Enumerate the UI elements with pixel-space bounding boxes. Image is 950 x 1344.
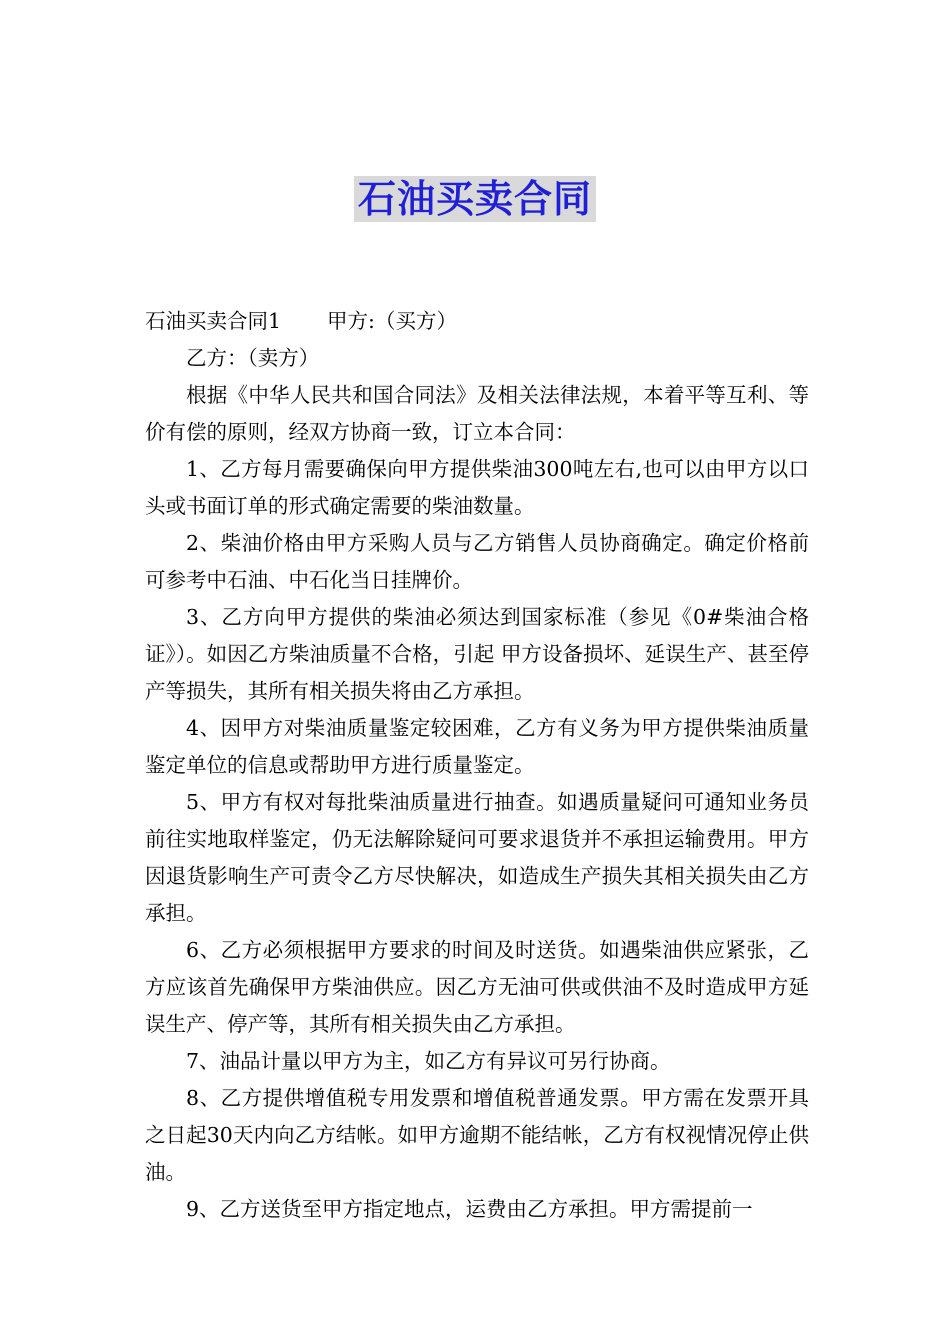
party-a-label: 甲方:（买方） [327,309,457,333]
party-b-label: 乙方：（卖方） [186,346,320,370]
preamble-paragraph: 根据《中华人民共和国合同法》及相关法律法规，本着平等互利、等价有偿的原则，经双方协商一致，订立本合同： [145,383,809,444]
document-body [145,303,809,1228]
clause-3: 3、乙方向甲方提供的柴油必须达到国家标准（参见《0#柴油合格证》）。如因乙方柴油质量不合格，引起 甲方设备损坏、延误生产、甚至停产等损失，其所有相关损失将由乙方承担。 [145,605,809,703]
clause-2: 2、柴油价格由甲方采购人员与乙方销售人员协商确定。确定价格前可参考中石油、中石化当日挂牌价。 [145,531,809,592]
clause-9: 9、乙方送货至甲方指定地点，运费由乙方承担。甲方需提前一 [186,1197,753,1221]
clause-1: 1、乙方每月需要确保向甲方提供柴油300吨左右,也可以由甲方以口头或书面订单的形式确定需要的柴油数量。 [145,457,809,518]
clause-5: 5、甲方有权对每批柴油质量进行抽查。如遇质量疑问可通知业务员前往实地取样鉴定，仍无法解除疑问可要求退货并不承担运输费用。甲方因退货影响生产可责令乙方尽快解决，如造成生产损失其相关损失由乙方承担。 [145,790,809,925]
intro-line [145,303,809,340]
clause-7: 7、油品计量以甲方为主，如乙方有异议可另行协商。 [186,1049,671,1073]
clause-4: 4、因甲方对柴油质量鉴定较困难，乙方有义务为甲方提供柴油质量鉴定单位的信息或帮助甲方进行质量鉴定。 [145,716,809,777]
title-container [0,176,950,222]
contract-heading: 石油买卖合同1 [145,309,282,333]
clause-8: 8、乙方提供增值税专用发票和增值税普通发票。甲方需在发票开具之日起30天内向乙方结帐。如甲方逾期不能结帐，乙方有权视情况停止供油。 [145,1086,809,1184]
clause-6: 6、乙方必须根据甲方要求的时间及时送货。如遇柴油供应紧张，乙方应该首先确保甲方柴油供应。因乙方无油可供或供油不及时造成甲方延误生产、停产等，其所有相关损失由乙方承担。 [145,938,809,1036]
document-title: 石油买卖合同 [354,176,596,222]
